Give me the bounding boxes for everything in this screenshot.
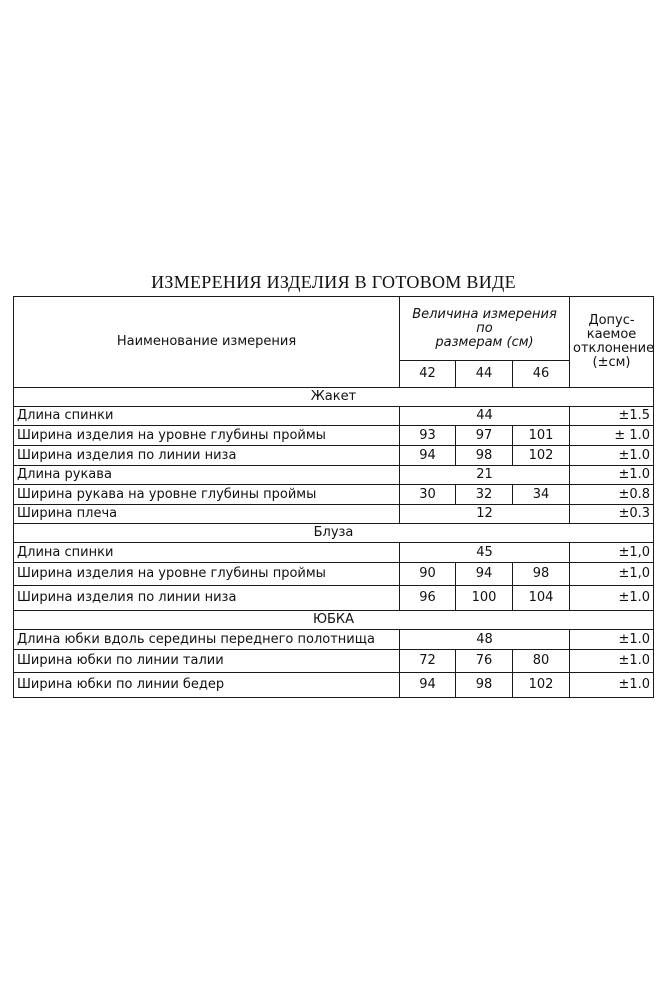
tolerance-value: ±1.0 [570,446,654,466]
table-row [14,543,654,563]
value-all-sizes: 48 [400,630,570,650]
section-row [14,524,654,543]
tolerance-value: ±0.8 [570,485,654,505]
value-size-44: 98 [456,673,513,698]
tolerance-value: ±1,0 [570,563,654,586]
table-row [14,505,654,524]
value-size-42: 96 [400,586,456,611]
header-tol-line3: отклонение [573,341,655,356]
measurement-name: Длина рукава [14,466,400,485]
value-size-44: 98 [456,446,513,466]
size-header-46: 46 [513,361,570,388]
measurement-name: Ширина юбки по линии талии [14,650,400,673]
measurement-name: Ширина изделия по линии низа [14,586,400,611]
tolerance-value: ±1,0 [570,543,654,563]
header-value-cell [400,297,570,361]
value-size-42: 30 [400,485,456,505]
header-tol-line4: (±см) [592,355,631,370]
tolerance-value: ±1.0 [570,650,654,673]
measurement-name: Ширина изделия по линии низа [14,446,400,466]
measurement-name: Длина юбки вдоль середины переднего полотнища [14,630,400,650]
table-row [14,563,654,586]
table-row [14,426,654,446]
measurement-name: Ширина изделия на уровне глубины проймы [14,563,400,586]
tolerance-value: ±1.0 [570,673,654,698]
table-row [14,446,654,466]
header-tol-line2: каемое [586,327,637,342]
table-row [14,407,654,426]
header-name-cell: Наименование измерения [14,297,400,388]
value-size-44: 76 [456,650,513,673]
tolerance-value: ±1.0 [570,586,654,611]
header-value-line2: размерам (см) [435,334,534,350]
value-size-44: 97 [456,426,513,446]
table-row [14,485,654,505]
measurements-table [13,296,654,698]
section-row [14,388,654,407]
tolerance-value: ±1.5 [570,407,654,426]
measurement-name: Ширина рукава на уровне глубины проймы [14,485,400,505]
tolerance-value: ±1.0 [570,630,654,650]
section-title: Блуза [14,524,654,543]
measurement-name: Длина спинки [14,543,400,563]
tolerance-value: ±0.3 [570,505,654,524]
value-all-sizes: 45 [400,543,570,563]
table-row [14,673,654,698]
value-size-42: 72 [400,650,456,673]
value-size-46: 98 [513,563,570,586]
value-size-42: 94 [400,673,456,698]
value-size-46: 104 [513,586,570,611]
value-all-sizes: 44 [400,407,570,426]
table-row [14,586,654,611]
value-size-44: 32 [456,485,513,505]
value-size-42: 93 [400,426,456,446]
section-row [14,611,654,630]
size-header-44: 44 [456,361,513,388]
value-size-42: 94 [400,446,456,466]
measurement-name: Ширина юбки по линии бедер [14,673,400,698]
value-all-sizes: 12 [400,505,570,524]
value-all-sizes: 21 [400,466,570,485]
value-size-46: 102 [513,446,570,466]
measurement-name: Длина спинки [14,407,400,426]
table-header-row [14,297,654,361]
value-size-44: 94 [456,563,513,586]
measurement-name: Ширина изделия на уровне глубины проймы [14,426,400,446]
size-header-42: 42 [400,361,456,388]
value-size-46: 102 [513,673,570,698]
header-value-line1: Величина измерения по [412,306,557,336]
header-tol-line1: Допус- [588,313,635,328]
tolerance-value: ±1.0 [570,466,654,485]
value-size-44: 100 [456,586,513,611]
page-title: ИЗМЕРЕНИЯ ИЗДЕЛИЯ В ГОТОВОМ ВИДЕ [151,272,516,292]
value-size-46: 80 [513,650,570,673]
table-row [14,466,654,485]
header-tolerance-cell [570,297,654,388]
table-row [14,650,654,673]
table-row [14,630,654,650]
value-size-46: 34 [513,485,570,505]
value-size-46: 101 [513,426,570,446]
section-title: Жакет [14,388,654,407]
section-title: ЮБКА [14,611,654,630]
value-size-42: 90 [400,563,456,586]
tolerance-value: ± 1.0 [570,426,654,446]
measurement-name: Ширина плеча [14,505,400,524]
